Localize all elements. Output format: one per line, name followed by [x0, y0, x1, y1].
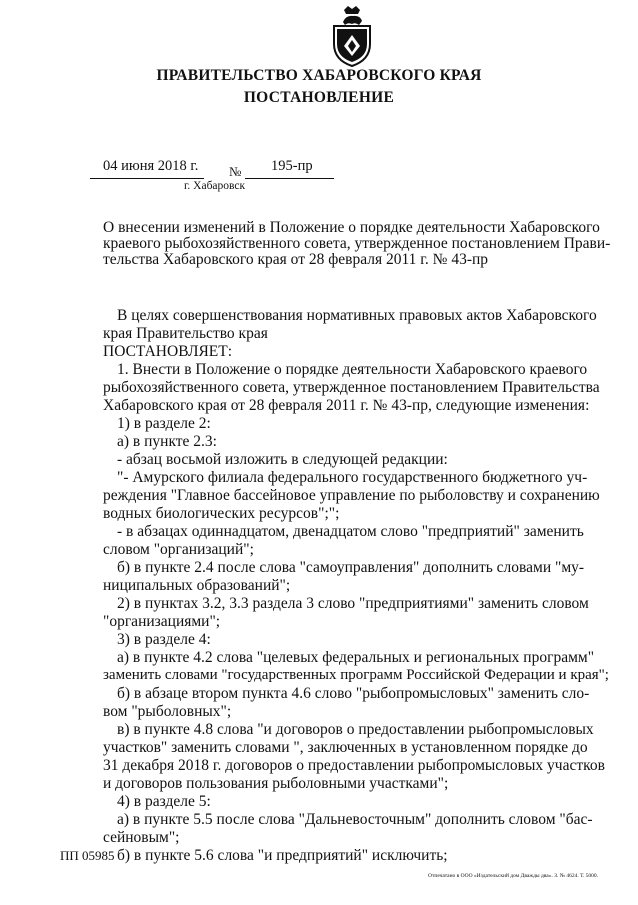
printer-note: Отпечатано в ООО «Издательский дом Дважды два». З. № 4624. Т. 5000.	[428, 873, 599, 879]
document-code: ПП 05985	[60, 848, 115, 863]
number-underline	[245, 178, 334, 179]
document-city: г. Хабаровск	[184, 180, 246, 192]
body-line: словом "организаций";	[103, 541, 254, 558]
body-line: а) в пункте 4.2 слова "целевых федеральных и региональных программ"	[117, 649, 595, 666]
body-line: а) в пункте 2.3:	[117, 433, 217, 450]
body-line: 1) в разделе 2:	[117, 415, 211, 432]
body-line: - в абзацах одиннадцатом, двенадцатом слово "предприятий" заменить	[117, 523, 584, 540]
body-line: 31 декабря 2018 г. договоров о предоставлении рыбопромысловых участков	[103, 757, 605, 774]
number-sign: №	[229, 164, 242, 179]
body-line: участков" заменить словами ", заключенных в установленном порядке до	[103, 739, 588, 756]
body-line: б) в абзаце втором пункта 4.6 слово "рыбопромысловых" заменить сло-	[117, 685, 590, 702]
document-subject	[103, 220, 616, 268]
document-date: 04 июня 2018 г.	[103, 158, 199, 174]
body-line: заменить словами "государственных программ Российской Федерации и края";	[103, 667, 609, 683]
body-line: Хабаровского края от 28 февраля 2011 г. № 43-пр, следующие изменения:	[103, 397, 590, 414]
body-line: вом "рыболовных";	[103, 703, 232, 720]
body-line: - абзац восьмой изложить в следующей редакции:	[117, 451, 448, 468]
body-line: 2) в пунктах 3.2, 3.3 раздела 3 слово "предприятиями" заменить словом	[117, 595, 589, 612]
document-type: ПОСТАНОВЛЕНИЕ	[243, 89, 395, 106]
body-line: ниципальных образований";	[103, 577, 291, 594]
document-number: 195-пр	[271, 158, 313, 174]
body-line: водных биологических ресурсов";";	[103, 505, 340, 522]
body-line: б) в пункте 5.6 слова "и предприятий" исключить;	[117, 847, 448, 864]
body-line: рыбохозяйственного совета, утвержденное постановлением Правительства	[103, 379, 600, 396]
coat-of-arms-icon	[322, 4, 382, 68]
subject-line: тельства Хабаровского края от 28 февраля 2011 г. № 43-пр	[103, 251, 489, 268]
subject-line: краевого рыбохозяйственного совета, утвержденное постановлением Прави-	[103, 235, 611, 252]
body-line: "организациями";	[103, 613, 221, 630]
body-line: сейновым";	[103, 829, 180, 846]
body-line: 4) в разделе 5:	[117, 793, 211, 810]
body-line: края Правительство края	[103, 325, 268, 342]
subject-line: О внесении изменений в Положение о порядке деятельности Хабаровского	[103, 219, 600, 236]
body-line: В целях совершенствования нормативных правовых актов Хабаровского	[117, 307, 597, 324]
body-line: а) в пункте 5.5 после слова "Дальневосточным" дополнить словом "бас-	[117, 811, 593, 828]
body-line: б) в пункте 2.4 после слова "самоуправления" дополнить словами "му-	[117, 559, 585, 576]
date-underline	[90, 178, 204, 179]
body-line: ПОСТАНОВЛЯЕТ:	[103, 343, 233, 360]
government-title: ПРАВИТЕЛЬСТВО ХАБАРОВСКОГО КРАЯ	[156, 67, 482, 84]
body-line: 3) в разделе 4:	[117, 631, 211, 648]
body-line: "- Амурского филиала федерального государственного бюджетного уч-	[117, 469, 588, 486]
body-line: реждения "Главное бассейновое управление по рыболовству и сохранению	[103, 487, 600, 504]
body-line: 1. Внести в Положение о порядке деятельности Хабаровского краевого	[117, 361, 588, 378]
body-line: в) в пункте 4.8 слова "и договоров о предоставлении рыбопромысловых	[117, 721, 594, 738]
body-line: и договоров пользования рыболовными участками";	[103, 775, 449, 792]
